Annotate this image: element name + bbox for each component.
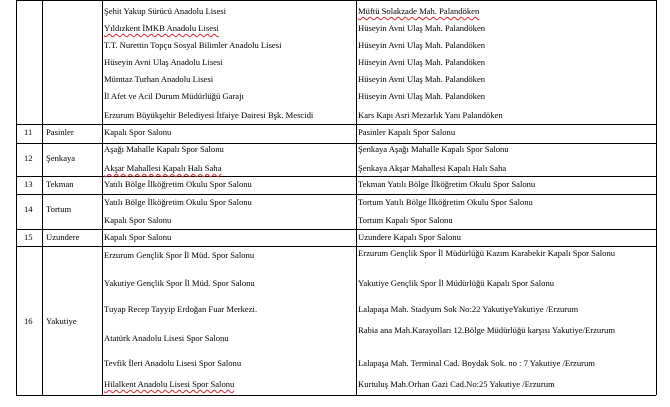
column-divider-no (42, 0, 43, 395)
table-cell-adres: Tortum Yatılı Bölge İlköğretim Okulu Spor Salonu (358, 197, 533, 207)
table-cell-adres: Hüseyin Avni Ulaş Mah. Palandöken (358, 40, 486, 50)
table-cell-tesis: Erzurum Gençlik Spor İl Müd. Spor Salonu (104, 250, 255, 260)
table-cell-adres: Kars Kapı Asri Mezarlık Yanı Palandöken (358, 110, 503, 120)
table-cell-adres: Yakutiye Gençlik Spor İl Müdürlüğü Kapalı Spor Salonu (358, 278, 555, 288)
table-cell-tesis: Tuyap Recep Tayyip Erdoğan Fuar Merkezi. (104, 304, 258, 314)
row-divider (16, 246, 656, 247)
table-cell-adres: Hüseyin Avni Ulaş Mah. Palandöken (358, 74, 486, 84)
row-divider (16, 124, 656, 125)
table-cell-tesis: İl Afet ve Acil Durum Müdürlüğü Garajı (104, 91, 244, 101)
table-cell-tesis: Yıldızkent İMKB Anadolu Lisesi (104, 23, 219, 33)
table-cell-adres: Hüseyin Avni Ulaş Mah. Palandöken (358, 23, 486, 33)
table-cell-tesis: Hüseyin Avni Ulaş Anadolu Lisesi (104, 57, 223, 67)
table-cell-adres: Lalapaşa Mah. Stadyum Sok No:22 YakutiyeYakutiye /Erzurum (358, 304, 579, 314)
table-cell-adres: Şenkaya Aşağı Mahalle Kapalı Spor Salonu (358, 144, 509, 154)
table-cell-no: 12 (24, 153, 33, 163)
table-cell-ilce: Yakutiye (46, 316, 77, 326)
table-cell-adres: Tortum Kapalı Spor Salonu (358, 215, 453, 225)
table-cell-no: 11 (24, 127, 33, 137)
table-cell-tesis: Kapalı Spor Salonu (104, 232, 172, 242)
table-cell-tesis: T.T. Nurettin Topçu Sosyal Bilimler Anadolu Lisesi (104, 40, 282, 50)
row-divider (16, 229, 656, 230)
table-border-right (656, 0, 657, 395)
table-cell-tesis: Yakutiye Gençlik Spor İl Müd. Spor Salonu (104, 278, 255, 288)
column-divider-tesis (356, 0, 357, 395)
row-divider (16, 194, 656, 195)
table-cell-ilce: Uzundere (46, 232, 80, 242)
row-divider (16, 0, 656, 1)
row-divider (16, 395, 656, 396)
table-cell-tesis: Şehit Yakup Sürücü Anadolu Lisesi (104, 6, 226, 16)
table-cell-adres: Şenkaya Akşar Mahallesi Kapalı Halı Saha (358, 163, 507, 173)
table-cell-adres: Rabia ana Mah.Karayolları 12.Bölge Müdürlüğü karşısı Yakutiye/Erzurum (358, 325, 616, 335)
table-cell-tesis: Kapalı Spor Salonu (104, 127, 172, 137)
table-cell-tesis: Akşar Mahallesi Kapalı Halı Saha (104, 163, 222, 173)
table-cell-adres: Erzurum Gençlik Spor İl Müdürlüğü Kazım Karabekir Kapalı Spor Salonu (358, 248, 616, 258)
row-divider (16, 176, 656, 177)
table-cell-tesis: Yatılı Bölge İlköğretim Okulu Spor Salonu (104, 179, 252, 189)
table-cell-tesis: Erzurum Büyükşehir Belediyesi İtfaiye Dairesi Bşk. Mescidi (104, 110, 314, 120)
table-cell-ilce: Tekman (46, 179, 74, 189)
table-cell-adres: Tekman Yatılı Bölge İlköğretim Okulu Spor Salonu (358, 179, 536, 189)
table-cell-tesis: Tevfik İleri Anadolu Lisesi Spor Salonu (104, 358, 242, 368)
table-cell-ilce: Pasinler (46, 127, 74, 137)
table-cell-tesis: Mümtaz Turhan Anadolu Lisesi (104, 74, 214, 84)
table-cell-adres: Lalapaşa Mah. Terminal Cad. Boydak Sok. no : 7 Yakutiye /Erzurum (358, 358, 595, 368)
table-cell-tesis: Aşağı Mahalle Kapalı Spor Salonu (104, 144, 224, 154)
table-cell-ilce: Şenkaya (46, 153, 76, 163)
table-cell-adres: Hüseyin Avni Ulaş Mah. Palandöken (358, 57, 486, 67)
table-cell-no: 16 (24, 316, 33, 326)
table-cell-adres: Uzundere Kapalı Spor Salonu (358, 232, 461, 242)
table-border-left (16, 0, 17, 395)
table-cell-adres: Kurtuluş Mah.Orhan Gazi Cad.No:25 Yakutiye /Erzurum (358, 379, 555, 389)
table-cell-tesis: Hilalkent Anadolu Lisesi Spor Salonu (104, 379, 235, 389)
table-cell-adres: Hüseyin Avni Ulaş Mah. Palandöken (358, 91, 486, 101)
table-cell-tesis: Yatılı Bölge İlköğretim Okulu Spor Salonu (104, 197, 252, 207)
column-divider-ilce (102, 0, 103, 395)
table-cell-ilce: Tortum (46, 204, 72, 214)
table-cell-no: 13 (24, 179, 33, 189)
table-cell-adres: Müftü Solakzade Mah. Palandöken (358, 6, 480, 16)
table-cell-adres: Pasinler Kapalı Spor Salonu (358, 127, 456, 137)
table-cell-no: 15 (24, 232, 33, 242)
table-cell-no: 14 (24, 204, 33, 214)
table-cell-tesis: Atatürk Anadolu Lisesi Spor Salonu (104, 333, 229, 343)
table-cell-tesis: Kapalı Spor Salonu (104, 215, 172, 225)
